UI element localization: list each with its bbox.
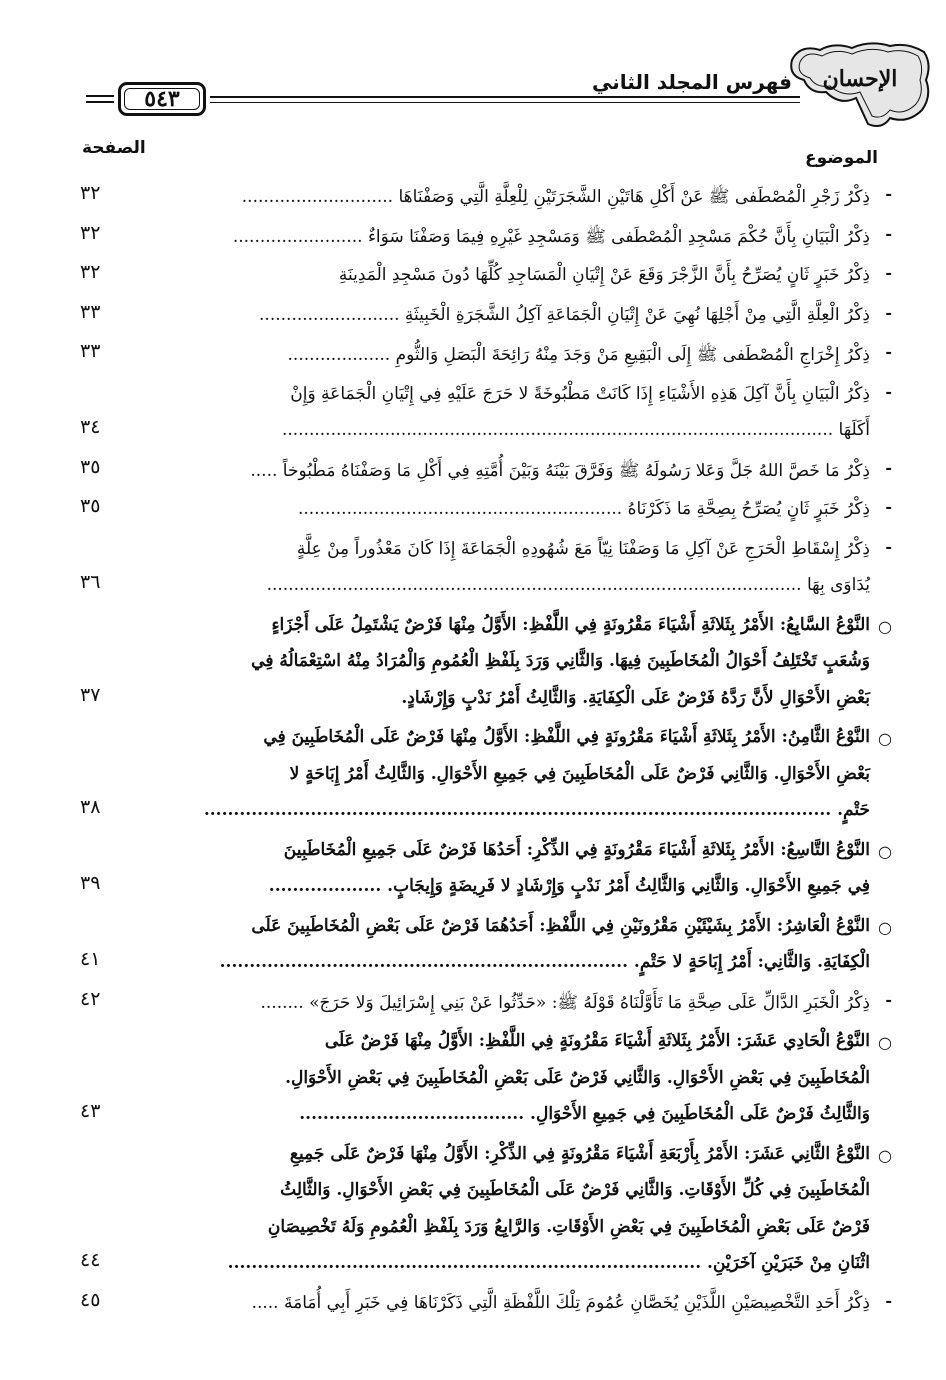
dash-bullet-icon: - bbox=[885, 342, 892, 361]
header-rule-left-top bbox=[86, 95, 114, 97]
toc-entry bbox=[80, 1138, 892, 1284]
entry-line: فَرْضٌ عَلَى بَعْضِ الْمُخَاطَبِينَ فِي بَعْضِ الأَوْقَاتِ. وَالرَّابِعُ وَرَدَ بِلَفْظِ الْعُمُومِ وَلَهُ تَخْصِيصَانِ bbox=[267, 1216, 870, 1237]
toc-entry bbox=[80, 1025, 892, 1135]
entry-line: النَّوْعُ الْحَادِي عَشَرَ: الأَمْرُ بِثَلاثَةِ أَشْيَاءَ مَقْرُونَةٍ فِي اللَّفْظِ: الأَوَّلُ مِنْهَا فَرْضٌ عَلَى bbox=[324, 1031, 870, 1051]
corner-logo-emblem bbox=[786, 40, 934, 130]
entry-line: بَعْضِ الأَحْوَالِ. وَالثَّانِي فَرْضٌ عَلَى الْمُخَاطَبِينَ فِي جَمِيعِ الأَحْوَالِ. وَالثَّالِثُ أَمْرُ إِبَاحَةٍ لا bbox=[289, 763, 870, 784]
circle-bullet-icon: ○ bbox=[878, 729, 892, 748]
dash-bullet-icon: - bbox=[885, 1290, 892, 1310]
toc-entry bbox=[80, 454, 892, 491]
entry-page-number: ٣٢ bbox=[80, 221, 101, 244]
header-rule-left-bottom bbox=[86, 101, 114, 103]
toc-entry bbox=[80, 1287, 892, 1324]
entry-line: ذِكْرُ زَجْرِ الْمُصْطَفى ﷺ عَنْ أَكْلِ هَاتَيْنِ الشَّجَرَتَيْنِ لِلْعِلَّةِ الَّتِي وَصَفْنَاهَا ............................ bbox=[241, 187, 870, 207]
entry-page-number: ٣٨ bbox=[80, 796, 101, 818]
entry-page-number: ٤٤ bbox=[80, 1249, 101, 1271]
circle-bullet-icon: ○ bbox=[878, 616, 892, 636]
entry-line: النَّوْعُ الْعَاشِرُ: الأَمْرُ بِشَيْئَيْنِ مَقْرُونَيْنِ فِي اللَّفْظِ: أَحَدُهُمَا فَرْضٌ عَلَى بَعْضِ الْمُخَاطَبِينَ عَلَى bbox=[251, 915, 870, 936]
column-header-page: الصفحة bbox=[82, 138, 146, 158]
entry-page-number: ٣٦ bbox=[80, 571, 101, 593]
dash-bullet-icon: - bbox=[885, 457, 892, 477]
dash-bullet-icon: - bbox=[885, 989, 892, 1009]
entry-page-number: ٤١ bbox=[80, 948, 101, 970]
entry-line: ذِكْرُ مَا خَصَّ اللهُ جَلَّ وَعَلا رَسُولَهُ ﷺ وَفَرَّقَ بَيْنَهُ وَبَيْنَ أُمَّتِهِ فِي أَكْلِ مَا وَصَفْنَاهُ مَطْبُوخاً ..... bbox=[250, 460, 870, 481]
circle-bullet-icon: ○ bbox=[878, 1033, 892, 1052]
entry-page-number: ٣٢ bbox=[80, 182, 101, 204]
toc-entry bbox=[80, 338, 892, 375]
circle-bullet-icon: ○ bbox=[878, 841, 892, 861]
entry-page-number: ٣٥ bbox=[80, 495, 101, 517]
entry-line: الْمُخَاطَبِينَ فِي كُلِّ الأَوْقَاتِ. وَالثَّانِي فَرْضٌ عَلَى الْمُخَاطَبِينَ فِي بَعْضِ الأَحْوَالِ. وَالثَّالِثُ bbox=[280, 1180, 870, 1200]
entry-page-number: ٤٥ bbox=[80, 1288, 101, 1311]
page-number: ٥٤٣ bbox=[144, 86, 180, 112]
logo-text: الإحسان bbox=[822, 66, 898, 92]
circle-bullet-icon: ○ bbox=[878, 917, 892, 937]
entry-line: فِي جَمِيعِ الأَحْوَالِ. وَالثَّانِي وَالثَّالِثُ أَمْرُ نَدْبٍ وَإِرْشَادٍ لا فَرِيضَةٍ وَإِيجَابٍ. ................... bbox=[268, 876, 870, 896]
toc-entry bbox=[80, 609, 892, 719]
header-title: فهرس المجلد الثاني bbox=[592, 70, 792, 94]
entry-page-number: ٣٣ bbox=[80, 300, 101, 323]
toc-entry bbox=[80, 299, 892, 336]
toc-entry bbox=[80, 220, 892, 257]
entry-line: النَّوْعُ السَّابِعُ: الأَمْرُ بِثَلاثَةِ أَشْيَاءَ مَقْرُونَةٍ فِي اللَّفْظِ: الأَوَّلُ مِنْهَا فَرْضٌ يَشْتَمِلُ عَلَى أَجْزَاءٍ bbox=[271, 614, 870, 635]
entry-page-number: ٣٧ bbox=[80, 683, 101, 706]
toc-entry bbox=[80, 180, 892, 217]
entry-line: الْكِفَايَةِ. وَالثَّانِي: أَمْرُ إِبَاحَةٍ لا حَتْمٍ. ..................................................................... bbox=[219, 952, 870, 972]
toc-entry bbox=[80, 834, 892, 907]
entry-page-number: ٣٥ bbox=[80, 455, 101, 478]
entry-line: النَّوْعُ الثَّانِي عَشَرَ: الأَمْرُ بِأَرْبَعَةِ أَشْيَاءَ مَقْرُونَةٍ فِي الذِّكْرِ: الأَوَّلُ مِنْهَا فَرْضٌ عَلَى جَمِيعِ bbox=[289, 1143, 870, 1164]
entry-line: النَّوْعُ التَّاسِعُ: الأَمْرُ بِثَلاثَةِ أَشْيَاءَ مَقْرُونَةٍ فِي الذِّكْرِ: أَحَدُهَا فَرْضٌ عَلَى جَمِيعِ الْمُخَاطَبِينَ bbox=[283, 839, 870, 860]
entry-line: ذِكْرُ إِخْرَاجِ الْمُصْطَفى ﷺ إِلَى الْبَقِيعِ مَنْ وَجَدَ مِنْهُ رَائِحَةَ الْبَصَلِ وَالثُّومِ ................... bbox=[287, 345, 870, 365]
dash-bullet-icon: - bbox=[885, 263, 892, 282]
entry-line: ذِكْرُ إِسْقَاطِ الْحَرَجِ عَنْ آكِلِ مَا وَصَفْنَا نِيّاً مَعَ شُهُودِهِ الْجَمَاعَةَ إِذَا كَانَ مَعْذُوراً مِنْ عِلَّةٍ bbox=[296, 538, 870, 559]
entry-line: ذِكْرُ الْبَيَانِ بِأَنَّ آكِلَ هَذِهِ الأَشْيَاءِ إِذَا كَانَتْ مَطْبُوخَةً لا حَرَجَ عَلَيْهِ فِي إِتْيَانِ الْجَمَاعَةِ وَإِنْ bbox=[290, 383, 870, 404]
dash-bullet-icon: - bbox=[885, 497, 892, 516]
toc-entry bbox=[80, 986, 892, 1023]
toc-entry bbox=[80, 493, 892, 530]
header-rule-right-bottom bbox=[210, 102, 800, 103]
dash-bullet-icon: - bbox=[885, 223, 892, 243]
entry-line: أَكَلَهَا ...................................................................................................... bbox=[281, 420, 870, 440]
toc-entry bbox=[80, 721, 892, 831]
entry-page-number: ٣٢ bbox=[80, 261, 101, 283]
dash-bullet-icon: - bbox=[885, 381, 892, 401]
circle-bullet-icon: ○ bbox=[878, 1145, 892, 1165]
dash-bullet-icon: - bbox=[885, 302, 892, 322]
entry-line: وَشُعَبٍ تَخْتَلِفُ أَحْوَالُ الْمُخَاطَبِينَ فِيهَا. وَالثَّانِي وَرَدَ بِلَفْظِ الْعُمُومِ وَالْمُرَادُ مِنْهُ اسْتِعْمَالُهُ فِي bbox=[251, 651, 870, 671]
header-rule-right-top bbox=[210, 96, 800, 98]
entry-line: ذِكْرُ الْخَبَرِ الدَّالِّ عَلَى صِحَّةِ مَا تَأَوَّلْنَاهُ قَوْلَهُ ﷺ: «حَدِّثُوا عَنْ بَنِي إِسْرَائِيلَ وَلا حَرَجَ» ........ bbox=[260, 992, 870, 1013]
entry-line: ذِكْرُ الْعِلَّةِ الَّتِي مِنْ أَجْلِهَا نُهِيَ عَنْ إِتْيَانِ الْجَمَاعَةِ آكِلُ الشَّجَرَةِ الْخَبِيثَةِ .......................... bbox=[259, 304, 870, 325]
entry-line: بَعْضِ الأَحْوَالِ لأَنَّ رَدَّهُ فَرْضٌ عَلَى الْكِفَايَةِ. وَالثَّالِثُ أَمْرُ نَدْبٍ وَإِرْشَادٍ. bbox=[401, 687, 870, 708]
dash-bullet-icon: - bbox=[885, 536, 892, 556]
entry-page-number: ٣٣ bbox=[80, 340, 101, 362]
entry-page-number: ٤٣ bbox=[80, 1100, 101, 1122]
toc-entry bbox=[80, 533, 892, 606]
entry-line: ذِكْرُ خَبَرٍ ثَانٍ يُصَرِّحُ بِصِحَّةِ مَا ذَكَرْنَاهُ ............................................................ bbox=[297, 499, 870, 519]
entry-page-number: ٤٢ bbox=[80, 987, 101, 1010]
toc-entry bbox=[80, 378, 892, 451]
entry-line: وَالثَّالِثُ فَرْضٌ عَلَى الْمُخَاطَبِينَ فِي جَمِيعِ الأَحْوَالِ. ...................................... bbox=[299, 1104, 870, 1124]
entry-line: اثْنَانِ مِنْ خَبَرَيْنِ آخَرَيْنِ. ................................................................................ bbox=[227, 1253, 870, 1273]
entry-line: النَّوْعُ الثَّامِنُ: الأَمْرُ بِثَلاثَةِ أَشْيَاءَ مَقْرُونَةٍ فِي اللَّفْظِ: الأَوَّلُ مِنْهَا فَرْضٌ عَلَى الْمُخَاطَبِينَ فِي bbox=[263, 727, 870, 747]
toc-entry bbox=[80, 910, 892, 983]
column-header-subject: الموضوع bbox=[805, 148, 878, 168]
entry-line: ذِكْرُ خَبَرٍ ثَانٍ يُصَرِّحُ بِأَنَّ الزَّجْرَ وَقَعَ عَنْ إِتْيَانِ الْمَسَاجِدِ كُلِّهَا دُونَ مَسْجِدِ الْمَدِينَةِ bbox=[338, 265, 870, 285]
entry-line: يُدَاوَى بِهَا ................................................................................................... bbox=[266, 575, 870, 595]
dash-bullet-icon: - bbox=[885, 184, 892, 203]
entry-line: ذِكْرُ الْبَيَانِ بِأَنَّ حُكْمَ مَسْجِدِ الْمُصْطَفى ﷺ وَمَسْجِدِ غَيْرِهِ فِيمَا وَصَفْنَا سَوَاءٌ ........................ bbox=[232, 226, 870, 247]
entry-line: حَتْمٍ. .......................................................................................................... bbox=[203, 800, 870, 820]
entry-page-number: ٣٩ bbox=[80, 872, 101, 894]
entry-page-number: ٣٤ bbox=[80, 416, 101, 438]
page-number-box bbox=[118, 82, 206, 116]
toc-entry bbox=[80, 259, 892, 296]
entry-line: ذِكْرُ أَحَدِ التَّخْصِيصَيْنِ اللَّذَيْنِ يُخَصَّانِ عُمُومَ تِلْكَ اللَّفْظَةِ الَّتِي ذَكَرْنَاهَا فِي خَبَرِ أَبِي أُمَامَةَ ..... bbox=[251, 1292, 870, 1313]
entry-line: الْمُخَاطَبِينَ فِي بَعْضِ الأَحْوَالِ. وَالثَّانِي فَرْضٌ عَلَى بَعْضِ الْمُخَاطَبِينَ فِي بَعْضِ الأَحْوَالِ. bbox=[285, 1067, 870, 1088]
